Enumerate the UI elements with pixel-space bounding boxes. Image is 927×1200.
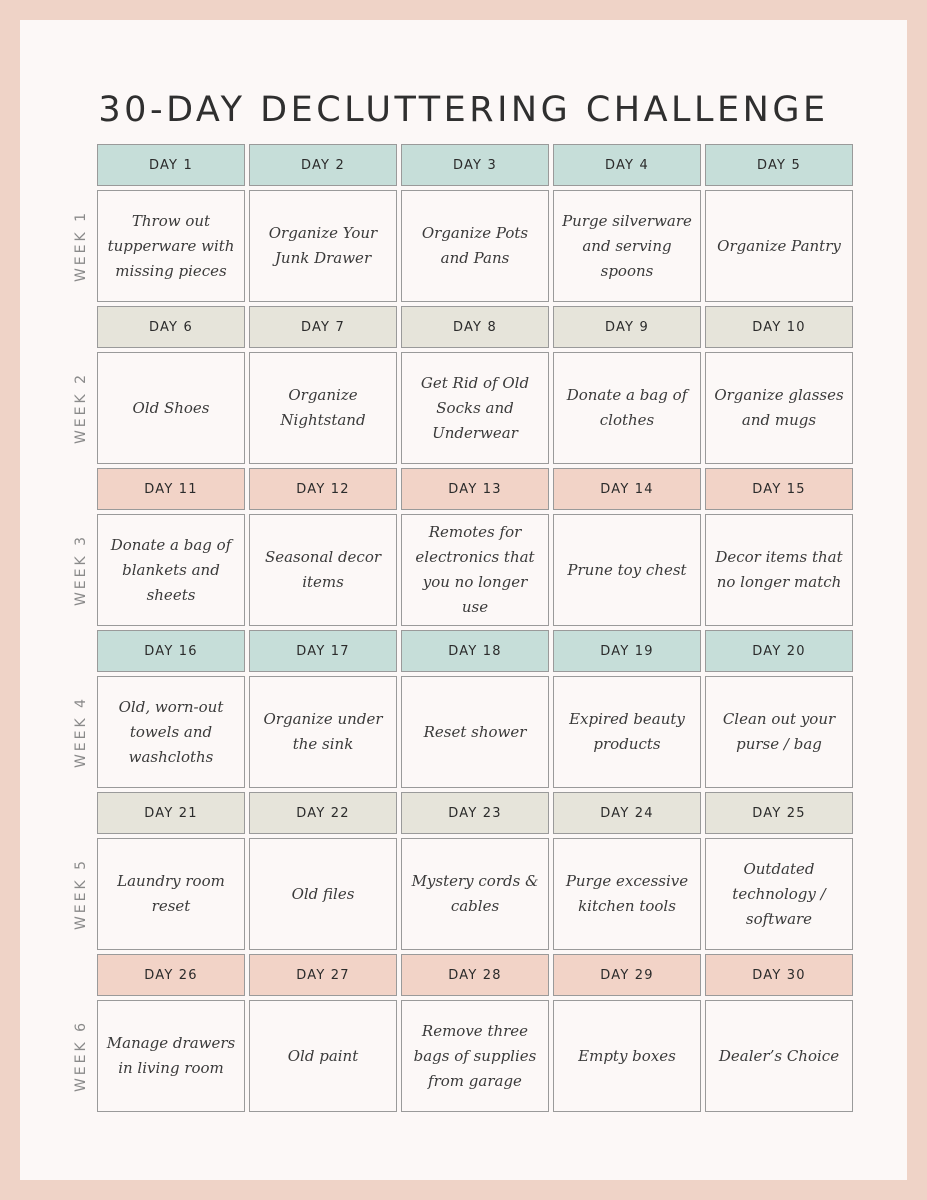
task-text: Organize Nightstand	[280, 386, 366, 429]
task-cell	[705, 676, 853, 788]
day-header: DAY 22	[249, 792, 397, 834]
task-text: Decor items that no longer match	[715, 548, 843, 591]
day-header: DAY 3	[401, 144, 549, 186]
week-label: WEEK 5	[73, 857, 89, 931]
week-label: WEEK 1	[73, 209, 89, 283]
day-header: DAY 8	[401, 306, 549, 348]
task-cell	[705, 838, 853, 950]
task-text: Get Rid of Old Socks and Underwear	[420, 373, 530, 442]
page-title: 30-DAY DECLUTTERING CHALLENGE	[98, 90, 829, 130]
task-text: Outdated technology / software	[732, 859, 826, 928]
task-cell	[553, 514, 701, 626]
day-header: DAY 14	[553, 468, 701, 510]
task-cell	[705, 1000, 853, 1112]
task-text: Throw out tupperware with missing pieces	[107, 211, 235, 280]
day-header: DAY 27	[249, 954, 397, 996]
task-text: Reset shower	[423, 722, 527, 741]
task-text: Organize Pots and Pans	[421, 224, 529, 267]
task-text: Laundry room reset	[117, 872, 225, 915]
day-header: DAY 16	[97, 630, 245, 672]
day-header: DAY 1	[97, 144, 245, 186]
day-header: DAY 19	[553, 630, 701, 672]
task-text: Old Shoes	[132, 398, 210, 417]
task-text: Organize Pantry	[717, 236, 841, 255]
task-cell	[553, 1000, 701, 1112]
week-label: WEEK 6	[73, 1019, 89, 1093]
task-text: Prune toy chest	[567, 560, 687, 579]
day-header: DAY 10	[705, 306, 853, 348]
task-text: Old paint	[287, 1046, 359, 1065]
task-cell	[705, 514, 853, 626]
task-text: Dealer’s Choice	[718, 1046, 840, 1065]
day-header: DAY 12	[249, 468, 397, 510]
task-cell	[249, 676, 397, 788]
day-header: DAY 29	[553, 954, 701, 996]
task-cell	[97, 676, 245, 788]
day-header: DAY 7	[249, 306, 397, 348]
day-header: DAY 11	[97, 468, 245, 510]
day-header: DAY 20	[705, 630, 853, 672]
day-header: DAY 6	[97, 306, 245, 348]
task-cell	[249, 352, 397, 464]
task-text: Remotes for electronics that you no longer use	[415, 523, 535, 616]
task-text: Remove three bags of supplies from garage	[413, 1021, 537, 1090]
task-cell	[401, 676, 549, 788]
task-cell	[97, 190, 245, 302]
day-header: DAY 30	[705, 954, 853, 996]
task-cell	[401, 838, 549, 950]
task-cell	[249, 190, 397, 302]
task-text: Old, worn-out towels and washcloths	[118, 697, 224, 766]
task-cell	[401, 352, 549, 464]
week-label: WEEK 3	[73, 533, 89, 607]
task-cell	[401, 190, 549, 302]
task-text: Old files	[291, 884, 355, 903]
day-header: DAY 4	[553, 144, 701, 186]
task-text: Donate a bag of blankets and sheets	[110, 535, 232, 604]
week-label: WEEK 2	[73, 371, 89, 445]
day-header: DAY 13	[401, 468, 549, 510]
day-header: DAY 21	[97, 792, 245, 834]
task-text: Organize glasses and mugs	[714, 386, 844, 429]
day-header: DAY 25	[705, 792, 853, 834]
task-cell	[97, 838, 245, 950]
task-text: Purge excessive kitchen tools	[565, 872, 689, 915]
task-cell	[249, 1000, 397, 1112]
task-text: Manage drawers in living room	[106, 1034, 236, 1077]
day-header: DAY 2	[249, 144, 397, 186]
task-cell	[705, 352, 853, 464]
day-header: DAY 15	[705, 468, 853, 510]
task-text: Seasonal decor items	[264, 548, 382, 591]
task-text: Mystery cords & cables	[411, 872, 539, 915]
task-text: Clean out your purse / bag	[722, 710, 836, 753]
task-cell	[553, 676, 701, 788]
task-cell	[249, 514, 397, 626]
task-text: Organize under the sink	[263, 710, 383, 753]
day-header: DAY 5	[705, 144, 853, 186]
task-cell	[97, 1000, 245, 1112]
day-header: DAY 17	[249, 630, 397, 672]
task-text: Organize Your Junk Drawer	[268, 224, 378, 267]
week-label: WEEK 4	[73, 695, 89, 769]
day-header: DAY 28	[401, 954, 549, 996]
task-cell	[553, 190, 701, 302]
task-text: Empty boxes	[578, 1046, 676, 1065]
task-cell	[249, 838, 397, 950]
day-header: DAY 26	[97, 954, 245, 996]
day-header: DAY 23	[401, 792, 549, 834]
challenge-sheet	[20, 20, 907, 1180]
task-text: Purge silverware and serving spoons	[562, 211, 692, 280]
day-header: DAY 18	[401, 630, 549, 672]
task-text: Expired beauty products	[569, 710, 685, 753]
task-cell	[553, 838, 701, 950]
day-header: DAY 24	[553, 792, 701, 834]
task-cell	[401, 1000, 549, 1112]
task-cell	[553, 352, 701, 464]
task-cell	[97, 352, 245, 464]
day-header: DAY 9	[553, 306, 701, 348]
task-cell	[705, 190, 853, 302]
task-text: Donate a bag of clothes	[566, 386, 688, 429]
task-cell	[401, 514, 549, 626]
task-cell	[97, 514, 245, 626]
